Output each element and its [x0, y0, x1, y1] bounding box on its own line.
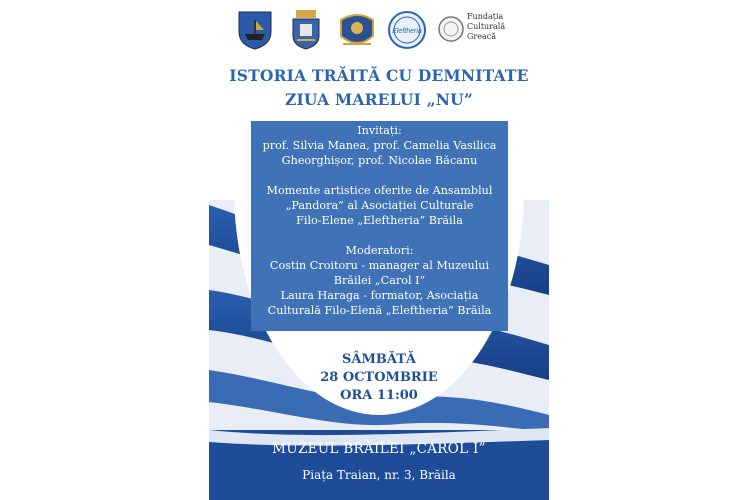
museum-crest-icon [337, 10, 377, 50]
foundation-name-line: Culturală [467, 22, 506, 31]
event-poster [209, 0, 549, 500]
moderator-line: Costin Croitoru - manager al Muzeului [269, 259, 490, 272]
event-date: 28 OCTOMBRIE [320, 370, 438, 385]
artistic-line: „Pandora” al Asociației Culturale [285, 199, 474, 212]
poster-title-line-2: ZIUA MARELUI „NU” [284, 90, 474, 109]
greek-cultural-foundation-emblem-icon [437, 12, 465, 46]
guests-heading: Invitați: [357, 124, 402, 137]
venue-name: MUZEUL BRĂILEI „CAROL I” [272, 441, 486, 457]
moderator-line: Culturală Filo-Elenă „Eleftheria” Brăila [267, 304, 492, 317]
braila-city-crest-icon [291, 10, 321, 50]
artistic-line: Momente artistice oferite de Ansamblul [266, 184, 493, 197]
guests-line: prof. Silvia Manea, prof. Camelia Vasilica [262, 139, 497, 152]
foundation-name [467, 12, 505, 42]
event-day: SÂMBĂTĂ [342, 352, 416, 367]
moderator-line: Brăilei „Carol I” [333, 274, 426, 287]
poster-title-line-1: ISTORIA TRĂITĂ CU DEMNITATE [229, 66, 529, 85]
foundation-name-line: Fundația [467, 12, 504, 21]
eleftheria-association-logo-icon [387, 10, 427, 50]
eleftheria-logo-text: Eleftheria [392, 28, 422, 35]
moderator-line: Laura Haraga - formator, Asociația [280, 289, 479, 302]
event-time: ORA 11:00 [340, 388, 418, 403]
artistic-line: Filo-Elene „Eleftheria” Brăila [296, 214, 463, 227]
braila-county-crest-icon [237, 10, 273, 50]
guests-line: Gheorghișor, prof. Nicolae Băcanu [281, 154, 478, 167]
venue-address: Piața Traian, nr. 3, Brăila [302, 468, 456, 482]
moderators-heading: Moderatori: [345, 244, 414, 257]
foundation-name-line: Greacă [467, 32, 496, 41]
info-panel [251, 121, 508, 331]
sponsor-logos [209, 10, 549, 52]
